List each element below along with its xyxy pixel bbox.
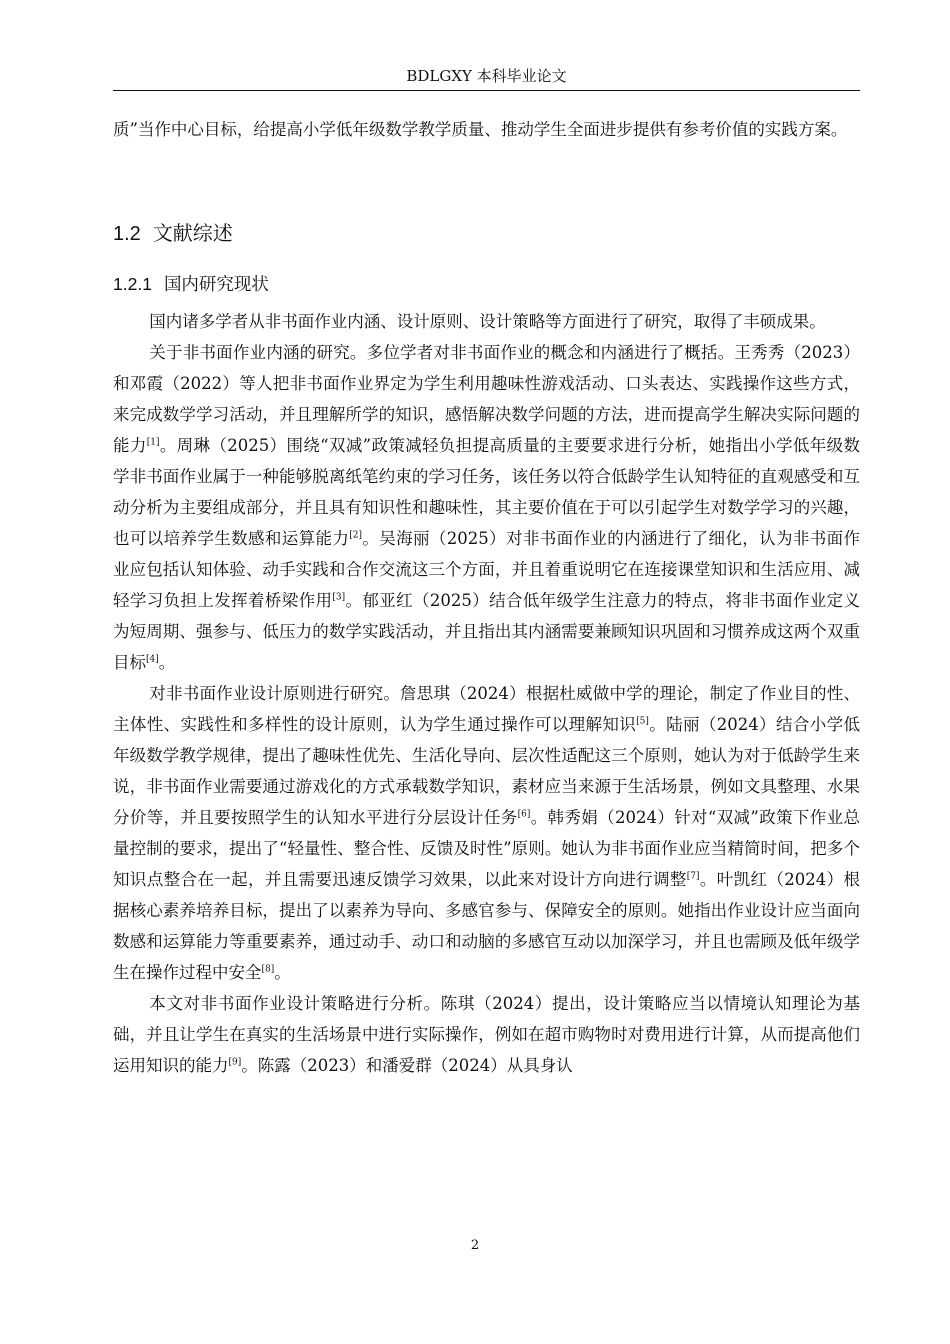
section-heading: [113, 218, 233, 249]
citation-ref: [5]: [636, 716, 649, 727]
paragraph-text: 对非书面作业设计原则进行研究。詹思琪（2024）根据杜威做中学的理论，制定了作业目的性、主体性、实践性和多样性的设计原则，认为学生通过操作可以理解知识: [113, 684, 860, 734]
paragraph-text: 。周琳（2025）围绕“双减”政策减轻负担提高质量的主要要求进行分析，她指出小学低年级数学非书面作业属于一种能够脱离纸笔约束的学习任务，该任务以符合低龄学生认知特征的直观感受和互动分析为主要组成部分，并且具有知识性和趣味性，其主要价值在于可以引起学生对数学学习的兴趣，也可以培养学生数感和运算能力: [113, 436, 860, 548]
running-header: BDLGXY 本科毕业论文: [406, 67, 567, 85]
paragraph-text: 。: [158, 653, 176, 672]
body-paragraph: [113, 678, 860, 988]
paragraph-text: 。陈露（2023）和潘爱群（2024）从具身认: [241, 1056, 573, 1075]
subsection-title: 国内研究现状: [163, 275, 269, 295]
paragraph-text: 。韩秀娟（2024）针对“双减”政策下作业总量控制的要求，提出了“轻量性、整合性、反馈及时性”原则。她认为非书面作业应当精简时间，把多个知识点整合在一起，并且需要迅速反馈学习效果，以此来对设计方向进行调整: [113, 808, 860, 889]
paragraph-text: 。叶凯红（2024）根据核心素养培养目标，提出了以素养为导向、多感官参与、保障安全的原则。她指出作业设计应当面向数感和运算能力等重要素养，通过动手、动口和动脑的多感官互动以加深学习，并且也需顾及低年级学生在操作过程中安全: [113, 870, 860, 982]
intro-block: [113, 114, 860, 145]
paragraph-text: 国内诸多学者从非书面作业内涵、设计原则、设计策略等方面进行了研究，取得了丰硕成果。: [149, 312, 826, 331]
citation-ref: [9]: [228, 1057, 242, 1068]
citation-ref: [8]: [261, 964, 275, 975]
subsection-heading: [113, 270, 269, 299]
paragraph-text: 。吴海丽（2025）对非书面作业的内涵进行了细化，认为非书面作业应包括认知体验、动手实践和合作交流这三个方面，并且着重说明它在连接课堂知识和生活应用、减轻学习负担上发挥着桥梁作用: [113, 529, 860, 610]
citation-ref: [4]: [146, 654, 159, 665]
paragraph-text: 。: [274, 963, 291, 982]
citation-ref: [7]: [686, 871, 700, 882]
citation-ref: [1]: [146, 437, 160, 448]
body-paragraph: [113, 337, 860, 678]
body-paragraph: [113, 988, 860, 1081]
paragraph-text: 。陆丽（2024）结合小学低年级数学教学规律，提出了趣味性优先、生活化导向、层次性适配这三个原则，她认为对于低龄学生来说，非书面作业需要通过游戏化的方式承载数学知识，素材应当来源于生活场景，例如文具整理、水果分价等，并且要按照学生的认知水平进行分层设计任务: [113, 715, 860, 827]
paragraph-text: 关于非书面作业内涵的研究。多位学者对非书面作业的概念和内涵进行了概括。王秀秀（2023）和邓霞（2022）等人把非书面作业界定为学生利用趣味性游戏活动、口头表达、实践操作这些方式，来完成数学学习活动，并且理解所学的知识，感悟解决数学问题的方法，进而提高学生解决实际问题的能力: [113, 343, 860, 455]
citation-ref: [3]: [332, 592, 346, 603]
paragraph-text: 。郁亚红（2025）结合低年级学生注意力的特点，将非书面作业定义为短周期、强参与、低压力的数学实践活动，并且指出其内涵需要兼顾知识巩固和习惯养成这两个双重目标: [113, 591, 860, 672]
header-rule: [113, 90, 860, 91]
citation-ref: [6]: [517, 809, 531, 820]
section-number: 1.2: [113, 223, 141, 245]
paragraph-text: 本文对非书面作业设计策略进行分析。陈琪（2024）提出，设计策略应当以情境认知理论为基础，并且让学生在真实的生活场景中进行实际操作，例如在超市购物时对费用进行计算，从而提高他们运用知识的能力: [113, 994, 860, 1075]
page-number: 2: [470, 1238, 480, 1253]
subsection-number: 1.2.1: [113, 274, 152, 294]
section-title: 文献综述: [152, 221, 233, 245]
body-paragraph: [113, 306, 860, 337]
body-paragraphs: [113, 306, 860, 1081]
intro-paragraph: 质”当作中心目标，给提高小学低年级数学教学质量、推动学生全面进步提供有参考价值的实践方案。: [113, 120, 848, 139]
citation-ref: [2]: [349, 530, 362, 541]
